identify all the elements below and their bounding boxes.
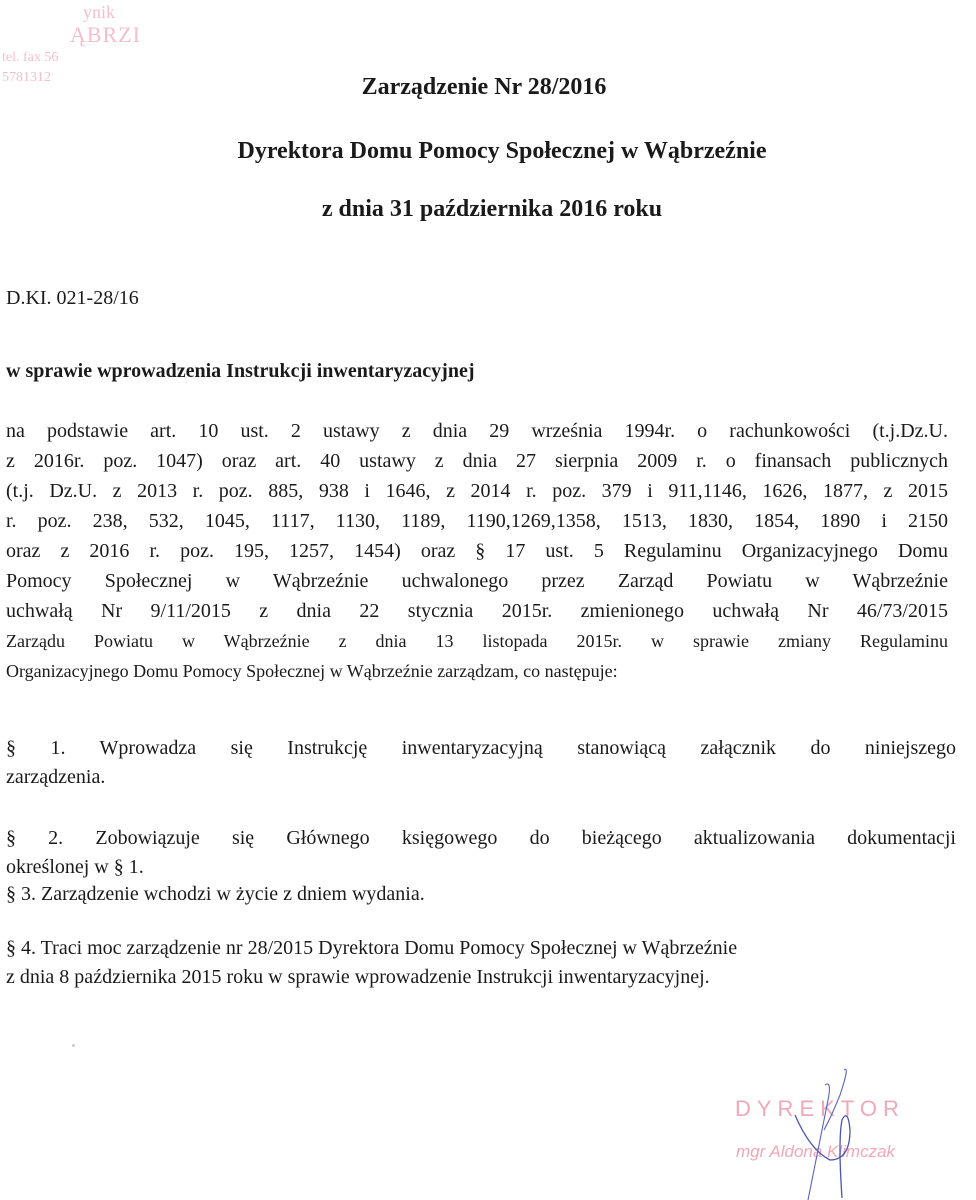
preamble-line: (t.j. Dz.U. z 2013 r. poz. 885, 938 i 1646, z 2014 r. poz. 379 i 911,1146, 1626, 1877, z 2015 (6, 480, 948, 502)
preamble-line: uchwałą Nr 9/11/2015 z dnia 22 stycznia 2015r. zmienionego uchwałą Nr 46/73/2015 (6, 600, 948, 622)
signature-title: DYREKTOR (735, 1096, 905, 1121)
preamble-line: Pomocy Społecznej w Wąbrzeźnie uchwalonego przez Zarząd Powiatu w Wąbrzeźnie (6, 570, 948, 592)
stamp-line: ynik (83, 2, 116, 22)
preamble-line: Organizacyjnego Domu Pomocy Społecznej w Wąbrzeźnie zarządzam, co następuje: (6, 661, 618, 681)
handwritten-signature-icon (720, 1060, 920, 1200)
paragraph-3 (6, 880, 956, 909)
preamble-line: na podstawie art. 10 ust. 2 ustawy z dnia 29 września 1994r. o rachunkowości (t.j.Dz.U. (6, 420, 948, 442)
paragraph-line: § 4. Traci moc zarządzenie nr 28/2015 Dyrektora Domu Pomocy Społecznej w Wąbrzeźnie (6, 937, 738, 959)
document-subject: w sprawie wprowadzenia Instrukcji inwentaryzacyjnej (6, 360, 475, 382)
stamp-line: ĄBRZI (70, 22, 141, 47)
document-date: z dnia 31 października 2016 roku (321, 196, 663, 222)
paragraph-line: § 2. Zobowiązuje się Głównego księgowego do bieżącego aktualizowania dokumentacji (6, 827, 956, 849)
reference-number: D.KI. 021-28/16 (6, 287, 139, 309)
preamble-line: r. poz. 238, 532, 1045, 1117, 1130, 1189, 1190,1269,1358, 1513, 1830, 1854, 1890 i 2150 (6, 510, 948, 532)
document-title: Zarządzenie Nr 28/2016 (361, 74, 607, 100)
preamble-line: z 2016r. poz. 1047) oraz art. 40 ustawy z dnia 27 sierpnia 2009 r. o finansach publicznych (6, 450, 948, 472)
document-issuer: Dyrektora Domu Pomocy Społecznej w Wąbrzeźnie (237, 138, 767, 164)
paragraph-line: z dnia 8 października 2015 roku w sprawie wprowadzenie Instrukcji inwentaryzacyjnej. (6, 966, 710, 988)
paragraph-4 (6, 934, 956, 992)
paragraph-line: zarządzenia. (6, 766, 106, 788)
paragraph-line: § 1. Wprowadza się Instrukcję inwentaryzacyjną stanowiącą załącznik do niniejszego (6, 737, 956, 759)
stamp-line: 5781312 (2, 70, 51, 85)
paragraph-line: określonej w § 1. (6, 856, 144, 878)
stamp-line: tel. fax 56 (2, 50, 59, 65)
scan-speck (72, 1044, 75, 1047)
signature-name: mgr Aldona Klimczak (736, 1142, 896, 1161)
preamble-line: Zarządu Powiatu w Wąbrzeźnie z dnia 13 listopada 2015r. w sprawie zmiany Regulaminu (6, 631, 948, 651)
preamble-line: oraz z 2016 r. poz. 195, 1257, 1454) oraz § 17 ust. 5 Regulaminu Organizacyjnego Domu (6, 540, 948, 562)
legal-basis-preamble (6, 416, 948, 686)
paragraph-1 (6, 734, 956, 792)
director-signature-stamp (720, 1090, 960, 1190)
paragraph-2 (6, 824, 956, 882)
paragraph-line: § 3. Zarządzenie wchodzi w życie z dniem wydania. (6, 883, 425, 905)
